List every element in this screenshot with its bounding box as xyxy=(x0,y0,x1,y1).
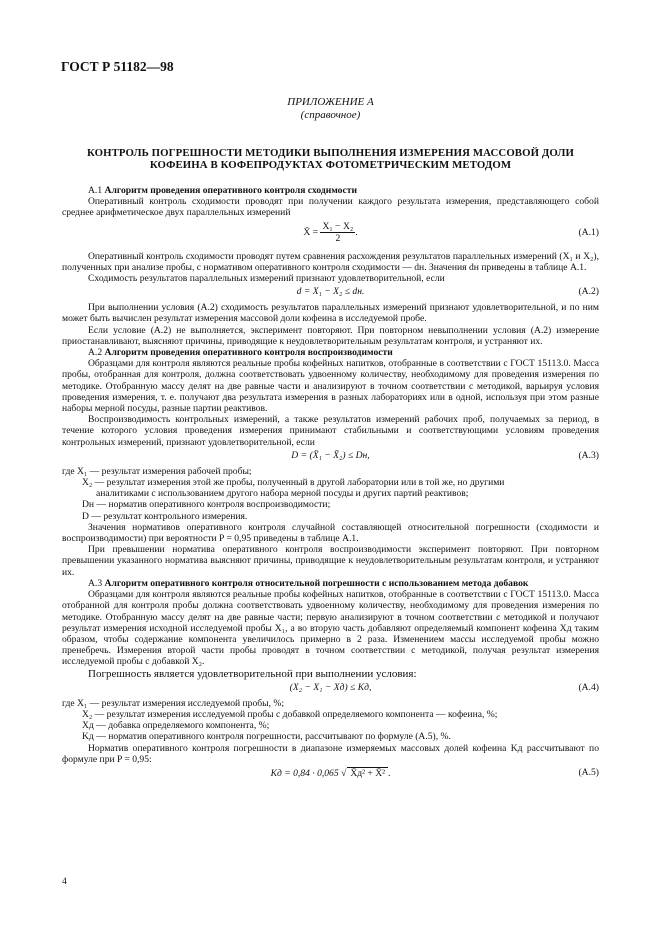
equation-a1-numerator: X₁ − X₂ xyxy=(322,220,354,232)
equation-a2-body: d = X₁ − X₂ ≤ dн. xyxy=(296,286,365,298)
equation-a2 xyxy=(62,286,599,300)
equation-a5-number: (А.5) xyxy=(578,766,599,778)
appendix-label: ПРИЛОЖЕНИЕ А xyxy=(287,96,374,108)
a3-paragraph-2: Погрешность является удовлетворительной при выполнении условия: xyxy=(88,667,417,680)
section-a1-title: Алгоритм проведения оперативного контроля сходимости xyxy=(104,185,357,196)
equation-a1-fraction xyxy=(320,221,355,244)
equation-a1-denominator: 2 xyxy=(335,232,341,244)
equation-a4-body: (X₂ − X₁ − Xд) ≤ Kд, xyxy=(289,681,372,693)
a2-definitions xyxy=(62,466,599,522)
equation-a5: Kд = 0,84 · 0,065 √ X̄д² + X̄² . (А.5) xyxy=(270,766,599,779)
equation-a5-radicand: X̄д² + X̄² xyxy=(347,767,388,779)
section-a3-number: А.3 xyxy=(88,577,103,589)
equation-a2-number: (А.2) xyxy=(578,286,599,298)
section-a1-heading xyxy=(62,185,599,196)
section-a2-title: Алгоритм проведения оперативного контроля воспроизводимости xyxy=(104,347,393,359)
section-a3-heading xyxy=(62,578,599,589)
a3-definition-x2: X₂ — результат измерения исследуемой пробы с добавкой определяемого компонента — кофеина, %; xyxy=(82,708,498,720)
a1-paragraph-2: Оперативный контроль сходимости проводят путем сравнения расхождения результатов параллельных измерений (X₁ и X₂), полученных при анализе пробы, с нормативом оперативного контроля сходимости — dн. Значения dн приведены в таблице А.1. xyxy=(62,250,599,273)
a3-definitions xyxy=(62,698,599,743)
section-a2-heading xyxy=(62,347,599,358)
a2-definition-x2-cont: аналитиками с использованием другого набора мерной посуды и других партий реактивов; xyxy=(96,488,469,500)
document-id: ГОСТ Р 51182—98 xyxy=(61,59,174,74)
a3-definition-xd: Xд — добавка определяемого компонента, %; xyxy=(82,720,270,732)
a2-paragraph-3: Значения нормативов оперативного контроля случайной составляющей относительной погрешности (сходимости и воспроизводимости) при вероятности P = 0,95 приведены в таблице А.1. xyxy=(62,521,599,545)
a2-definition-d: D — результат контрольного измерения. xyxy=(82,510,248,522)
document-body xyxy=(62,185,599,785)
equation-a3-number: (А.3) xyxy=(578,449,599,461)
equation-a1-lhs: X̄ = xyxy=(303,226,319,238)
equation-a1-number: (А.1) xyxy=(578,226,599,238)
a2-paragraph-4: При превышении норматива оперативного контроля воспроизводимости эксперимент повторяют. При повторном превышении указанного норматива выясняют причины, приводящие к неудовлетворительным результатам контроля, и устраняют их. xyxy=(62,544,599,578)
equation-a1: X̄ = $\frac{\text{X₁ − X₂}}{2}$ . (А.1) xyxy=(303,220,599,244)
a3-paragraph-1: Образцами для контроля являются реальные пробы кофейных напитков, отобранные в соответствии с ГОСТ 15113.0. Масса отобранной для контроля пробы должна соответствовать удвоенному количеству, необходимому для проведения измерения по методике. Отобранную массу делят на две равные части; первую анализируют в точном соответствии с методикой и получают результат измерения исходной исследуемой пробы X₁, а во вторую часть добавляют определяемый компонент кофеина Xд таким образом, чтобы содержание компонента увеличилось примерно в 2 раза. Изменением массы исследуемой пробы можно пренебречь. Измерения второй части пробы проводят в точном соответствии с методикой, получая результат измерения исследуемой пробы с добавкой X₂. xyxy=(62,589,599,668)
a1-paragraph-5: Если условие (А.2) не выполняется, эксперимент повторяют. При повторном невыполнении условия (А.2) измерение приостанавливают, выясняют причины, приводящие к неудовлетворительным результатам контроля, и устраняют их. xyxy=(62,324,599,347)
a2-paragraph-2: Воспроизводимость контрольных измерений, а также результатов измерений рабочих проб, получаемых за период, в течение которого условия проведения измерения принимают стабильными и соответствующими условиям проведения контрольных измерений, признают удовлетворительной, если xyxy=(62,414,599,448)
a1-paragraph-1: Оперативный контроль сходимости проводят при получении каждого результата измерения, представляющего собой среднее арифметическое двух параллельных измерений xyxy=(62,196,599,219)
appendix-title xyxy=(70,147,591,171)
section-a1-number: А.1 xyxy=(88,185,103,196)
equation-a5-lhs: Kд = 0,84 · 0,065 xyxy=(270,767,339,779)
section-a3-title: Алгоритм оперативного контроля относительной погрешности с использованием метода добавок xyxy=(104,577,529,589)
title-line-1: КОНТРОЛЬ ПОГРЕШНОСТИ МЕТОДИКИ ВЫПОЛНЕНИЯ ИЗМЕРЕНИЯ МАССОВОЙ ДОЛИ xyxy=(86,147,575,159)
equation-a4-number: (А.4) xyxy=(578,681,599,693)
a2-paragraph-1: Образцами для контроля являются реальные пробы кофейных напитков, отобранные в соответствии с ГОСТ 15113.0. Масса пробы, отобранная для контроля, должна соответствовать удвоенному количеству, необходимому для проведения измерения по методике. Отобранную массу делят на две равные части и анализируют в точном соответствии с методикой, варьируя условия проведения измерения, т. е. получают два результата измерения в разных лабораториях или в одной, используя при этом разные наборы мерной посуды, разные партии реактивов. xyxy=(62,358,599,415)
appendix-note: (справочное) xyxy=(300,109,361,121)
a2-definition-x1: где X₁ — результат измерения рабочей пробы; xyxy=(62,465,252,477)
equation-a3-body: D = (X̄₁ − X̄₂) ≤ Dн, xyxy=(291,449,370,461)
a3-paragraph-3: Норматив оперативного контроля погрешности в диапазоне измеряемых массовых долей кофеина Kд рассчитывают по формуле при P = 0,95: xyxy=(62,742,599,765)
a3-definition-kd: Kд — норматив оперативного контроля погрешности, рассчитывают по формуле (А.5), %. xyxy=(82,731,451,743)
a2-definition-x2: X₂ — результат измерения этой же пробы, полученный в другой лаборатории или в той же, но другими xyxy=(82,477,505,489)
a1-paragraph-3: Сходимость результатов параллельных измерений признают удовлетворительной, если xyxy=(88,273,445,285)
sqrt-icon: √ xyxy=(341,767,347,779)
a1-paragraph-4: При выполнении условия (А.2) сходимость результатов параллельных измерений признают удовлетворительной, и по ним может быть вычислен результат измерения массовой доли кофеина в исследуемой пробе. xyxy=(62,302,599,325)
a2-definition-dn: Dн — норматив оперативного контроля воспроизводимости; xyxy=(82,499,331,511)
page-number: 4 xyxy=(62,876,67,887)
equation-a4 xyxy=(62,682,599,696)
title-line-2: КОФЕИНА В КОФЕПРОДУКТАХ ФОТОМЕТРИЧЕСКИМ МЕТОДОМ xyxy=(149,159,512,171)
a3-definition-x1: где X₁ — результат измерения исследуемой пробы, %; xyxy=(62,697,285,709)
equation-a3 xyxy=(62,450,599,464)
section-a2-number: А.2 xyxy=(88,347,103,359)
